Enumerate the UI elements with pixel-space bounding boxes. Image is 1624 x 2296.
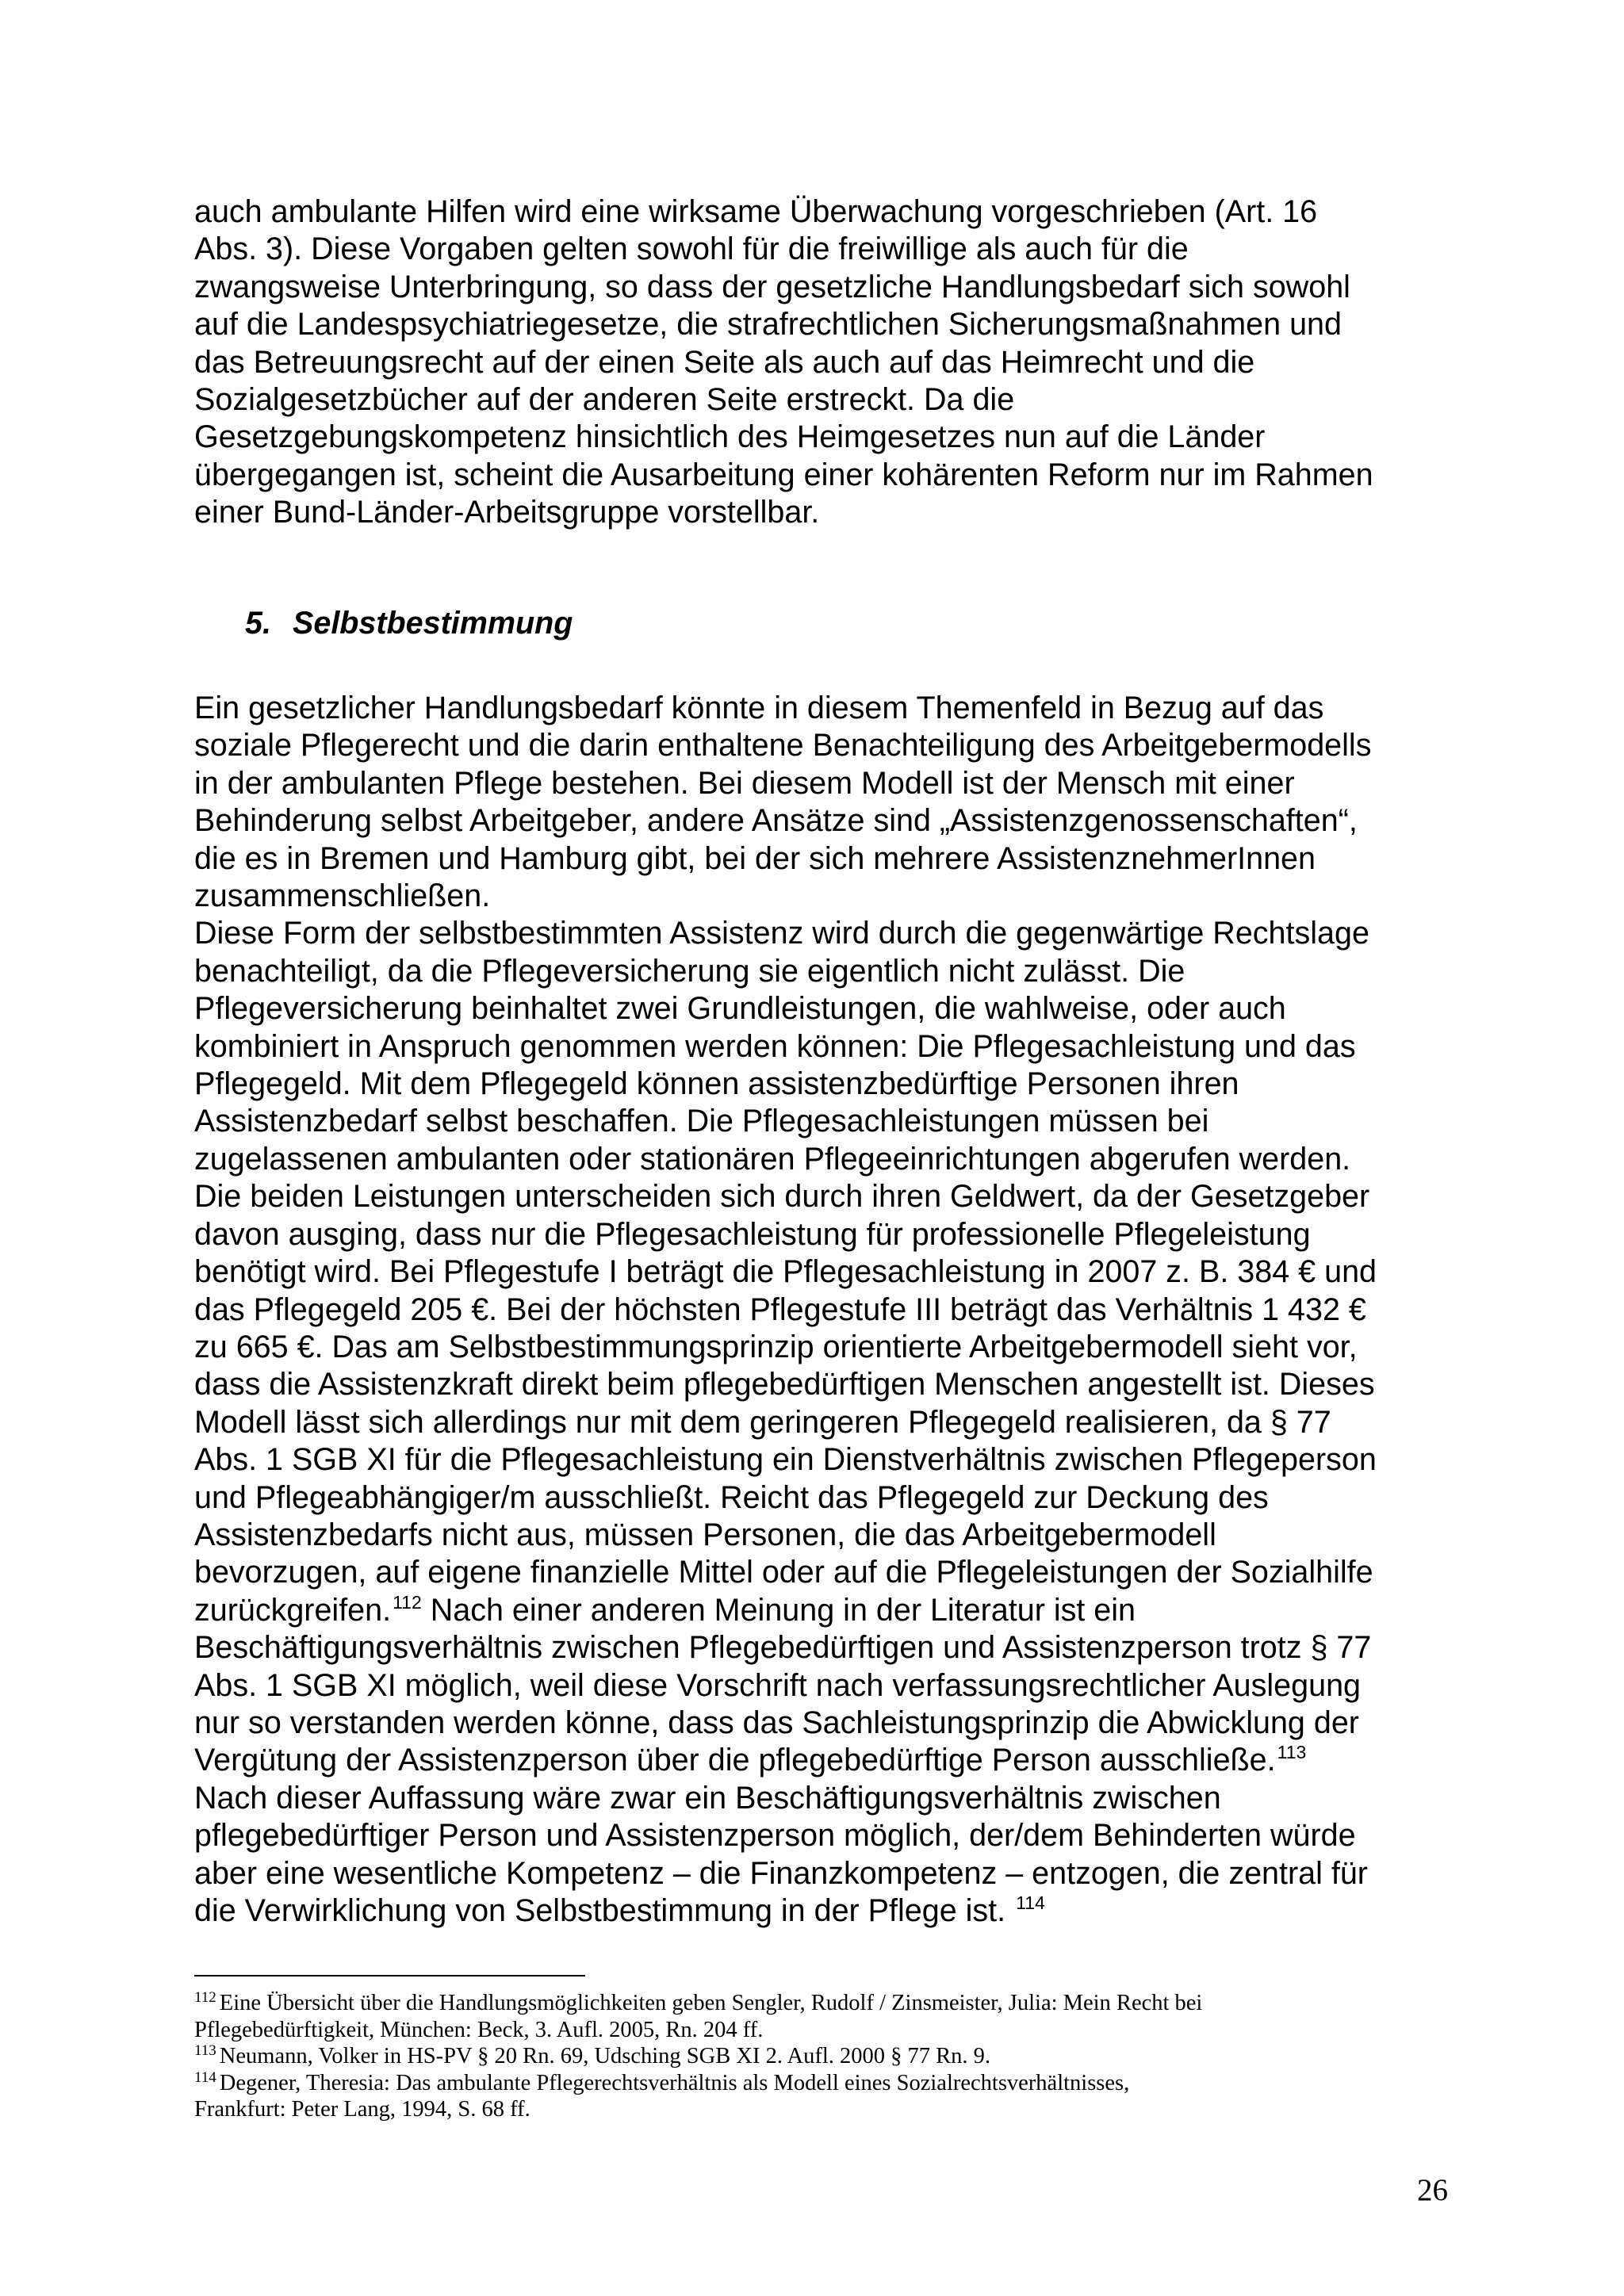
text-line: zu 665 €. Das am Selbstbestimmungsprinzip orientierte Arbeitgebermodell sieht vor, [194, 1329, 1358, 1364]
footnote-112 [194, 1990, 1447, 2043]
text-line: aber eine wesentliche Kompetenz – die Finanzkompetenz – entzogen, die zentral für [194, 1855, 1368, 1891]
footnote-113 [194, 2043, 1447, 2070]
text-line: zwangsweise Unterbringung, so dass der gesetzliche Handlungsbedarf sich sowohl [194, 269, 1350, 304]
footnote-number: 114 [194, 2068, 216, 2086]
text-line: das Pflegegeld 205 €. Bei der höchsten Pflegestufe III beträgt das Verhältnis 1 432 € [194, 1292, 1366, 1327]
text-line: Diese Form der selbstbestimmten Assistenz wird durch die gegenwärtige Rechtslage [194, 916, 1369, 951]
text-line: Assistenzbedarf selbst beschaffen. Die Pflegesachleistungen müssen bei [194, 1104, 1209, 1139]
text-line: die es in Bremen und Hamburg gibt, bei der sich mehrere AssistenznehmerInnen [194, 840, 1316, 876]
section-heading [245, 604, 573, 642]
text-segment: die Verwirklichung von Selbstbestimmung in der Pflege ist. [194, 1893, 1015, 1928]
section-title: Selbstbestimmung [293, 606, 573, 641]
footnote-ref-112[interactable]: 112 [393, 1591, 422, 1613]
text-line: benötigt wird. Bei Pflegestufe I beträgt die Pflegesachleistung in 2007 z. B. 384 € und [194, 1254, 1377, 1290]
text-line: übergegangen ist, scheint die Ausarbeitung einer kohärenten Reform nur im Rahmen [194, 457, 1373, 492]
text-line: Pflegeversicherung beinhaltet zwei Grundleistungen, die wahlweise, oder auch [194, 991, 1286, 1027]
text-line: Ein gesetzlicher Handlungsbedarf könnte in diesem Themenfeld in Bezug auf das [194, 691, 1324, 725]
footnote-line [194, 2070, 1447, 2097]
text-line: soziale Pflegerecht und die darin enthaltene Benachteiligung des Arbeitgebermodells [194, 728, 1372, 763]
text-line [194, 1592, 1447, 1629]
text-segment: Vergütung der Assistenzperson über die pflegebedürftige Person ausschließe. [194, 1743, 1276, 1778]
page-number: 26 [1417, 2173, 1448, 2207]
footnote-text: Eine Übersicht über die Handlungsmöglichkeiten geben Sengler, Rudolf / Zinsmeister, Julia: Mein Recht bei [219, 1991, 1203, 2015]
text-line: Abs. 1 SGB XI möglich, weil diese Vorschrift nach verfassungsrechtlicher Auslegung [194, 1667, 1362, 1703]
text-line: Die beiden Leistungen unterscheiden sich durch ihren Geldwert, da der Gesetzgeber [194, 1179, 1370, 1215]
footnote-separator [194, 1975, 585, 1976]
text-line [194, 1742, 1447, 1779]
text-line: Abs. 1 SGB XI für die Pflegesachleistung ein Dienstverhältnis zwischen Pflegeperson [194, 1442, 1377, 1478]
text-line: einer Bund-Länder-Arbeitsgruppe vorstellbar. [194, 495, 820, 530]
footnote-line: Frankfurt: Peter Lang, 1994, S. 68 ff. [194, 2097, 530, 2122]
text-line: und Pflegeabhängiger/m ausschließt. Reicht das Pflegegeld zur Deckung des [194, 1479, 1269, 1515]
text-line [194, 1892, 1447, 1930]
text-line: Nach dieser Auffassung wäre zwar ein Beschäftigungsverhältnis zwischen [194, 1780, 1221, 1816]
footnote-114 [194, 2070, 1447, 2123]
footnote-line: Pflegebedürftigkeit, München: Beck, 3. Aufl. 2005, Rn. 204 ff. [194, 2017, 764, 2042]
footnote-line [194, 1990, 1447, 2017]
footnotes [194, 1990, 1447, 2123]
paragraph-selbstbestimmung [194, 690, 1447, 1930]
text-line: das Betreuungsrecht auf der einen Seite als auch auf das Heimrecht und die [194, 344, 1255, 380]
footnote-text: Neumann, Volker in HS-PV § 20 Rn. 69, Udsching SGB XI 2. Aufl. 2000 § 77 Rn. 9. [219, 2044, 990, 2069]
text-line: Beschäftigungsverhältnis zwischen Pflegebedürftigen und Assistenzperson trotz § 77 [194, 1630, 1372, 1666]
footnote-number: 112 [194, 1989, 216, 2006]
text-line: auch ambulante Hilfen wird eine wirksame Überwachung vorgeschrieben (Art. 16 [194, 194, 1318, 229]
text-segment: Nach einer anderen Meinung in der Literatur ist ein [421, 1592, 1136, 1628]
paragraph-continuation [194, 193, 1447, 532]
text-line: Sozialgesetzbücher auf der anderen Seite erstreckt. Da die [194, 382, 1015, 418]
text-line: zusammenschließen. [194, 878, 491, 914]
footnote-ref-114[interactable]: 114 [1016, 1892, 1045, 1913]
text-line: Modell lässt sich allerdings nur mit dem geringeren Pflegegeld realisieren, da § 77 [194, 1404, 1331, 1440]
text-line: nur so verstanden werden könne, dass das Sachleistungsprinzip die Abwicklung der [194, 1705, 1359, 1740]
text-line: benachteiligt, da die Pflegeversicherung sie eigentlich nicht zulässt. Die [194, 953, 1185, 989]
text-line: Gesetzgebungskompetenz hinsichtlich des Heimgesetzes nun auf die Länder [194, 419, 1266, 455]
text-line: auf die Landespsychiatriegesetze, die strafrechtlichen Sicherungsmaßnahmen und [194, 307, 1342, 342]
text-line: in der ambulanten Pflege bestehen. Bei diesem Modell ist der Mensch mit einer [194, 765, 1295, 801]
text-line: Pflegegeld. Mit dem Pflegegeld können assistenzbedürftige Personen ihren [194, 1066, 1239, 1102]
text-line: Assistenzbedarfs nicht aus, müssen Personen, die das Arbeitgebermodell [194, 1517, 1216, 1552]
text-line: kombiniert in Anspruch genommen werden können: Die Pflegesachleistung und das [194, 1028, 1356, 1064]
section-number: 5. [245, 606, 271, 641]
footnote-ref-113[interactable]: 113 [1277, 1742, 1307, 1763]
footnote-text: Degener, Theresia: Das ambulante Pflegerechtsverhältnis als Modell eines Sozialrechtsverhältnisses, [219, 2070, 1130, 2095]
text-line: pflegebedürftiger Person und Assistenzperson möglich, der/dem Behinderten würde [194, 1818, 1356, 1854]
text-line: dass die Assistenzkraft direkt beim pflegebedürftigen Menschen angestellt ist. Dieses [194, 1367, 1375, 1402]
text-line: zugelassenen ambulanten oder stationären Pflegeeinrichtungen abgerufen werden. [194, 1141, 1351, 1177]
text-line: Abs. 3). Diese Vorgaben gelten sowohl für die freiwillige als auch für die [194, 232, 1189, 267]
text-segment: zurückgreifen. [194, 1592, 392, 1628]
footnote-number: 113 [194, 2042, 216, 2060]
footnote-line [194, 2043, 1447, 2070]
text-line: bevorzugen, auf eigene finanzielle Mittel oder auf die Pflegeleistungen der Sozialhilfe [194, 1555, 1373, 1590]
text-line: Behinderung selbst Arbeitgeber, andere Ansätze sind „Assistenzgenossenschaften“, [194, 803, 1358, 839]
text-line: davon ausging, dass nur die Pflegesachleistung für professionelle Pflegeleistung [194, 1216, 1311, 1252]
